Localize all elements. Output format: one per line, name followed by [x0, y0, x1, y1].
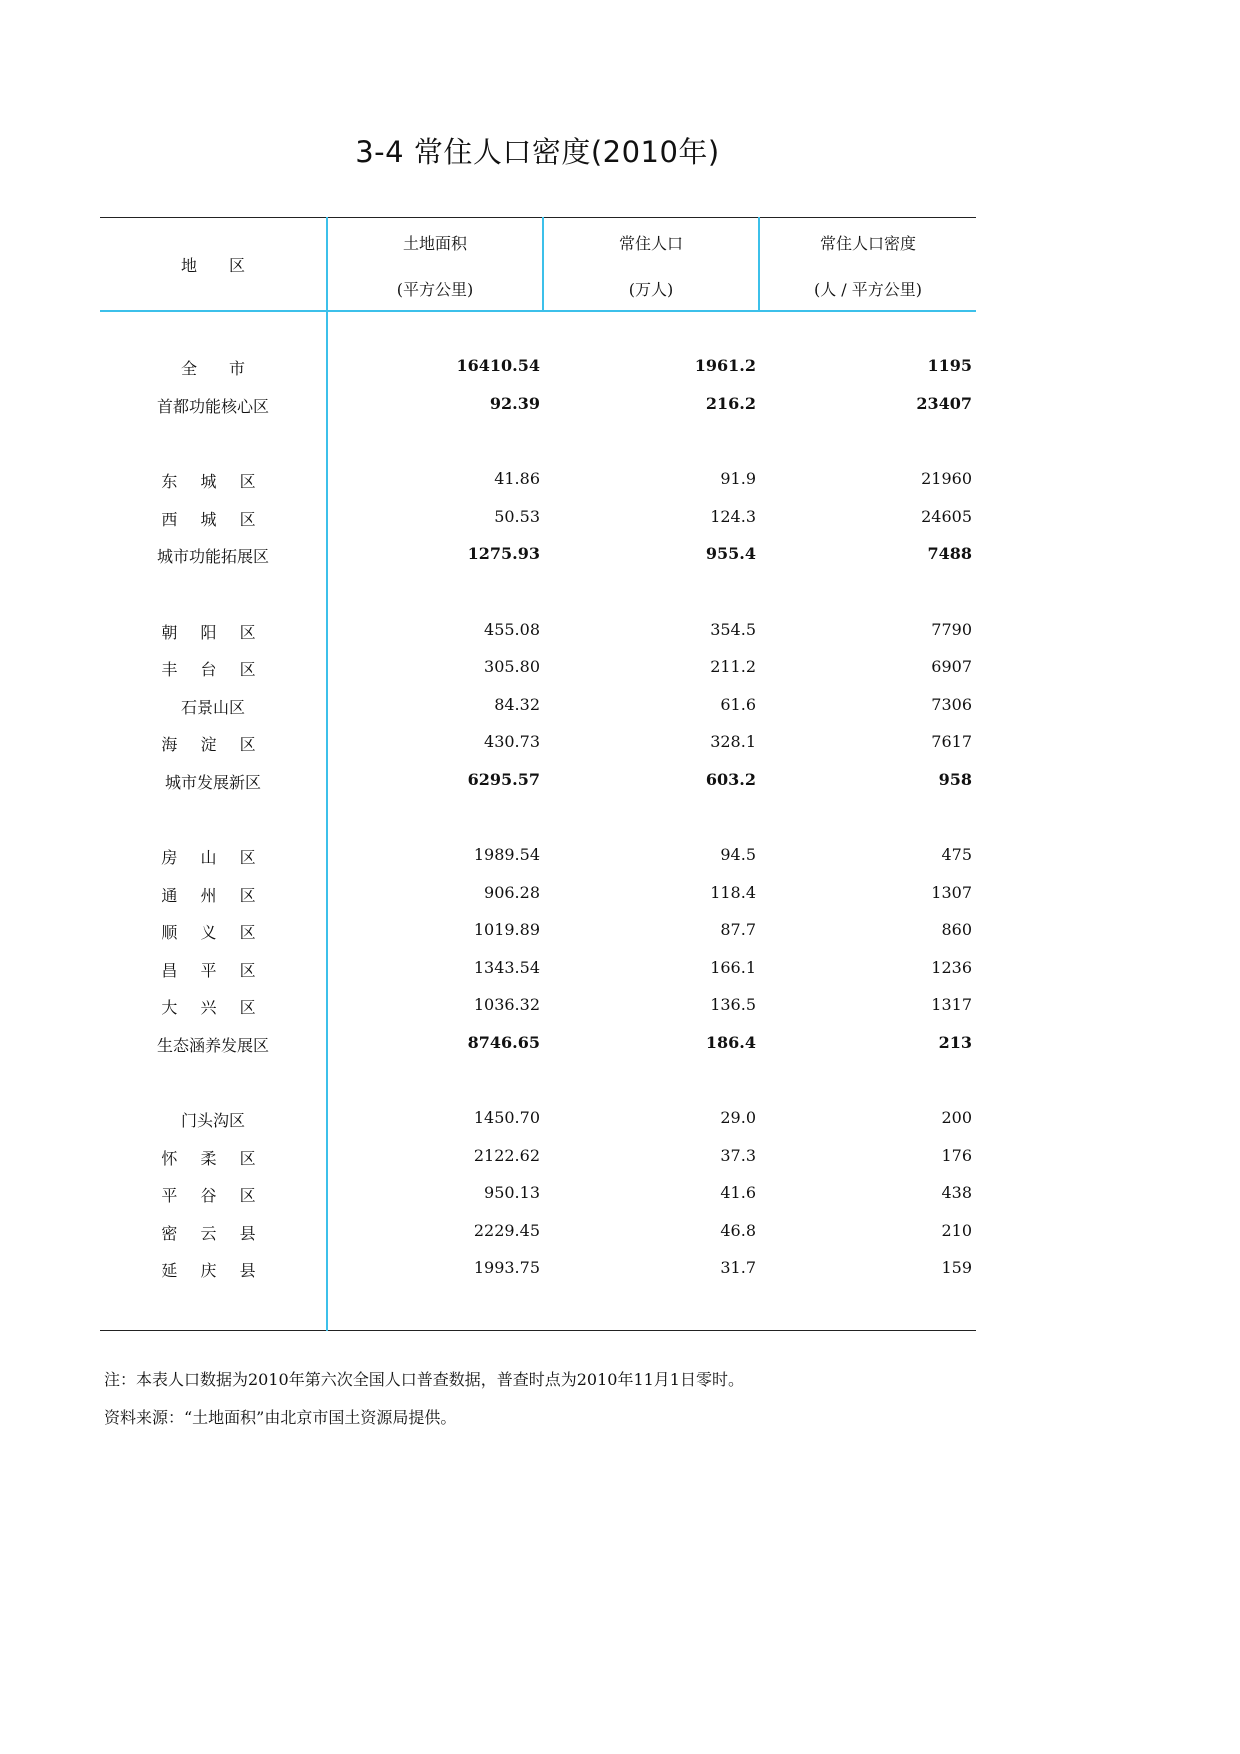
area-value: 2229.45: [473, 1221, 540, 1240]
table-row: [100, 1033, 976, 1063]
header-density-unit: (人 / 平方公里): [813, 280, 923, 299]
region-name: 怀 柔 区: [161, 1149, 265, 1168]
area-value: 8746.65: [467, 1033, 540, 1052]
table-row: [100, 995, 976, 1025]
header-area-unit: (平方公里): [396, 280, 474, 299]
page-title: 3-4 常住人口密度(2010年): [355, 135, 720, 169]
table-row: [100, 657, 976, 687]
area-value: 1019.89: [473, 920, 540, 939]
population-value: 94.5: [720, 845, 756, 864]
table-row: [100, 507, 976, 537]
population-value: 136.5: [710, 995, 756, 1014]
density-value: 438: [941, 1183, 972, 1202]
density-value: 1236: [931, 958, 972, 977]
table-row: [100, 394, 976, 424]
table-row: [100, 620, 976, 650]
area-value: 50.53: [494, 507, 540, 526]
region-name: 房 山 区: [161, 848, 265, 867]
table-row: [100, 1146, 976, 1176]
population-value: 91.9: [720, 469, 756, 488]
region-name: 丰 台 区: [161, 660, 265, 679]
area-value: 41.86: [494, 469, 540, 488]
region-name: 海 淀 区: [161, 735, 265, 754]
region-name: 门头沟区: [180, 1111, 245, 1130]
population-value: 118.4: [710, 883, 756, 902]
region-name: 大 兴 区: [161, 998, 265, 1017]
region-name: 密 云 县: [161, 1224, 265, 1243]
region-name: 顺 义 区: [161, 923, 265, 942]
density-value: 200: [941, 1108, 972, 1127]
table-row: [100, 1183, 976, 1213]
density-value: 7488: [927, 544, 972, 563]
table-row: [100, 1258, 976, 1288]
area-value: 455.08: [484, 620, 540, 639]
header-density-label: 常住人口密度: [819, 234, 916, 253]
area-value: 1343.54: [473, 958, 540, 977]
population-value: 124.3: [710, 507, 756, 526]
area-value: 84.32: [494, 695, 540, 714]
density-value: 21960: [921, 469, 972, 488]
population-value: 1961.2: [694, 356, 756, 375]
region-name: 东 城 区: [161, 472, 265, 491]
region-name: 朝 阳 区: [161, 623, 265, 642]
region-name: 昌 平 区: [161, 961, 265, 980]
header-area-label: 土地面积: [402, 234, 467, 253]
header-pop-unit: (万人): [628, 280, 674, 299]
population-value: 37.3: [720, 1146, 756, 1165]
table-bottom-border: [100, 1330, 976, 1331]
area-value: 305.80: [484, 657, 540, 676]
table-row: [100, 732, 976, 762]
region-name: 平 谷 区: [161, 1186, 265, 1205]
population-value: 61.6: [720, 695, 756, 714]
table-row: [100, 469, 976, 499]
population-value: 603.2: [705, 770, 756, 789]
area-value: 1450.70: [473, 1108, 540, 1127]
population-value: 211.2: [710, 657, 756, 676]
table-row: [100, 958, 976, 988]
table-row: [100, 883, 976, 913]
area-value: 2122.62: [473, 1146, 540, 1165]
region-name: 全 市: [180, 359, 245, 378]
table-note: 注：本表人口数据为2010年第六次全国人口普查数据，普查时点为2010年11月1日零时。: [104, 1370, 744, 1389]
population-value: 186.4: [705, 1033, 756, 1052]
data-source-note: 资料来源：“土地面积”由北京市国土资源局提供。: [104, 1408, 457, 1427]
density-value: 7306: [931, 695, 972, 714]
density-value: 23407: [916, 394, 972, 413]
header-bottom-border: [100, 310, 976, 312]
population-value: 216.2: [705, 394, 756, 413]
density-value: 475: [941, 845, 972, 864]
area-value: 1036.32: [473, 995, 540, 1014]
region-name: 生态涵养发展区: [156, 1036, 269, 1055]
population-value: 29.0: [720, 1108, 756, 1127]
region-name: 城市发展新区: [164, 773, 261, 792]
area-value: 92.39: [489, 394, 540, 413]
area-value: 1993.75: [473, 1258, 540, 1277]
region-name: 城市功能拓展区: [156, 547, 269, 566]
table-top-border: [100, 217, 976, 218]
density-value: 7790: [931, 620, 972, 639]
population-value: 31.7: [720, 1258, 756, 1277]
table-row: [100, 544, 976, 574]
area-value: 1275.93: [467, 544, 540, 563]
population-value: 354.5: [710, 620, 756, 639]
population-value: 955.4: [705, 544, 756, 563]
table-row: [100, 845, 976, 875]
density-value: 159: [941, 1258, 972, 1277]
density-value: 6907: [931, 657, 972, 676]
density-value: 210: [941, 1221, 972, 1240]
population-value: 41.6: [720, 1183, 756, 1202]
density-value: 213: [938, 1033, 972, 1052]
region-name: 延 庆 县: [161, 1261, 265, 1280]
area-value: 6295.57: [467, 770, 540, 789]
region-name: 石景山区: [180, 698, 245, 717]
area-value: 1989.54: [473, 845, 540, 864]
region-name: 通 州 区: [161, 886, 265, 905]
density-value: 1195: [927, 356, 972, 375]
table-row: [100, 356, 976, 386]
region-name: 西 城 区: [161, 510, 265, 529]
table-row: [100, 695, 976, 725]
header-region: 地 区: [180, 256, 245, 275]
region-name: 首都功能核心区: [156, 397, 269, 416]
density-value: 7617: [931, 732, 972, 751]
density-table: [100, 217, 976, 1331]
population-value: 46.8: [720, 1221, 756, 1240]
population-value: 87.7: [720, 920, 756, 939]
table-row: [100, 920, 976, 950]
density-value: 958: [938, 770, 972, 789]
area-value: 430.73: [484, 732, 540, 751]
header-pop-label: 常住人口: [618, 234, 683, 253]
density-value: 1317: [931, 995, 972, 1014]
area-value: 906.28: [484, 883, 540, 902]
area-value: 950.13: [484, 1183, 540, 1202]
table-row: [100, 770, 976, 800]
table-row: [100, 1221, 976, 1251]
density-value: 24605: [921, 507, 972, 526]
population-value: 166.1: [710, 958, 756, 977]
table-row: [100, 1108, 976, 1138]
density-value: 176: [941, 1146, 972, 1165]
density-value: 1307: [931, 883, 972, 902]
density-value: 860: [941, 920, 972, 939]
population-value: 328.1: [710, 732, 756, 751]
area-value: 16410.54: [456, 356, 540, 375]
